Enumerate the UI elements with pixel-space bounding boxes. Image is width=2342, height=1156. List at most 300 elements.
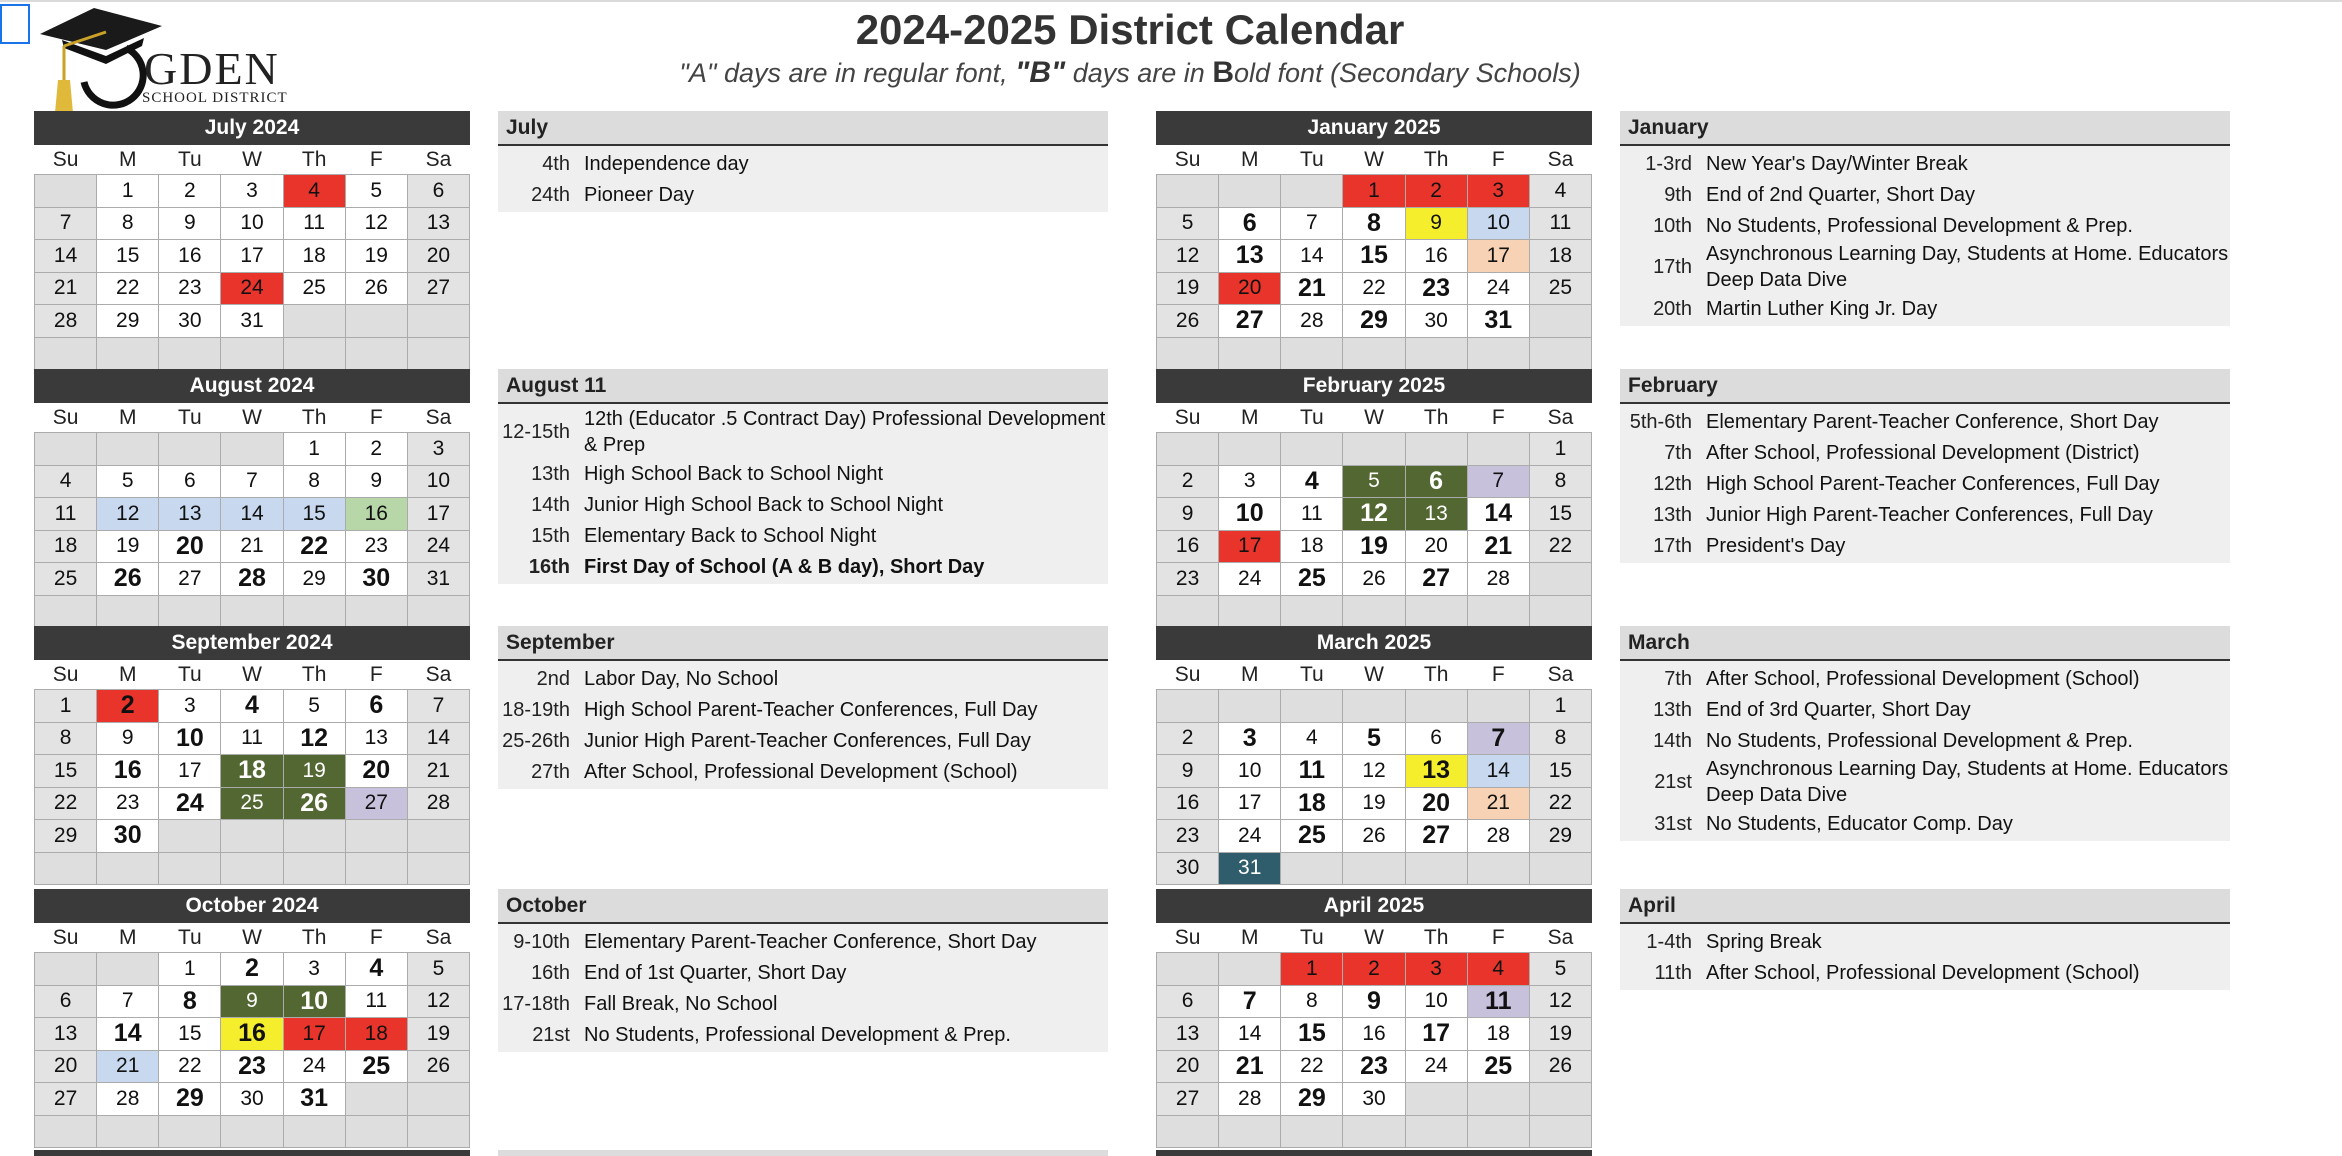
day-cell: 19 [407,1018,469,1051]
weekday-header: Tu [1281,660,1343,690]
day-cell: 5 [283,690,345,723]
day-cell: 27 [1405,820,1467,853]
empty-cell [283,852,345,885]
event-row [498,458,1108,489]
event-row [1620,756,2230,808]
day-cell: 2 [1157,465,1219,498]
event-text: 12th (Educator .5 Contract Day) Professional Development & Prep [584,408,1106,456]
event-row [1620,148,2230,179]
day-cell: 11 [35,498,97,531]
day-cell: 29 [283,563,345,596]
day-cell: 6 [1405,465,1467,498]
weekday-header: M [1219,403,1281,433]
day-cell: 10 [1467,207,1529,240]
weekday-header: F [1467,145,1529,175]
day-cell: 16 [1157,530,1219,563]
event-text: No Students, Educator Comp. Day [1706,812,2013,835]
empty-cell [1157,953,1219,986]
day-cell: 5 [1157,207,1219,240]
day-cell: 20 [345,755,407,788]
day-cell: 13 [407,207,469,240]
weekday-header: W [221,403,283,433]
day-cell: 4 [1281,722,1343,755]
day-cell: 11 [1281,498,1343,531]
day-cell: 25 [35,563,97,596]
empty-cell [221,1115,283,1148]
empty-cell [283,820,345,853]
day-cell: 31 [283,1083,345,1116]
day-cell: 25 [283,272,345,305]
day-cell: 9 [1157,498,1219,531]
empty-cell [1281,433,1343,466]
empty-cell [1529,1083,1591,1116]
day-cell: 23 [97,787,159,820]
month-grid [34,403,470,628]
empty-cell [1281,852,1343,885]
day-cell: 28 [1219,1083,1281,1116]
weekday-header: Th [283,923,345,953]
day-cell: 1 [97,175,159,208]
event-text: After School, Professional Development (District) [1706,441,2140,464]
day-cell: 28 [1467,820,1529,853]
day-cell: 10 [1219,498,1281,531]
day-cell: 21 [221,530,283,563]
day-cell: 26 [1529,1050,1591,1083]
weekday-header: Th [283,145,345,175]
event-text: Elementary Back to School Night [584,524,877,547]
day-cell: 5 [1343,722,1405,755]
day-cell: 16 [159,240,221,273]
events-list [1620,146,2230,326]
top-border [0,0,2342,2]
day-cell: 1 [1529,433,1591,466]
day-cell: 21 [1281,272,1343,305]
empty-cell [159,820,221,853]
weekday-header: Th [1405,923,1467,953]
day-cell: 8 [97,207,159,240]
day-cell: 16 [97,755,159,788]
empty-cell [159,1115,221,1148]
event-date: 16th [531,961,570,984]
weekday-header: Su [35,403,97,433]
event-date: 25-26th [502,729,570,752]
day-cell: 8 [159,985,221,1018]
day-cell: 21 [35,272,97,305]
weekday-header: Su [1157,145,1219,175]
weekday-header: F [1467,660,1529,690]
weekday-header: Tu [159,660,221,690]
event-row [1620,694,2230,725]
day-cell: 28 [97,1083,159,1116]
day-cell: 19 [283,755,345,788]
event-row [1620,468,2230,499]
event-date: 21st [532,1023,570,1046]
empty-cell [97,1115,159,1148]
day-cell: 1 [35,690,97,723]
day-cell: 6 [1219,207,1281,240]
day-cell: 27 [345,787,407,820]
day-cell: 21 [97,1050,159,1083]
logo-name: GDEN [144,43,280,94]
day-cell: 14 [97,1018,159,1051]
event-text: High School Back to School Night [584,462,884,485]
day-cell: 21 [1467,787,1529,820]
empty-cell [35,852,97,885]
day-cell: 8 [1281,985,1343,1018]
day-cell: 3 [283,953,345,986]
empty-cell [1343,595,1405,628]
empty-cell [97,337,159,370]
day-cell: 12 [1343,498,1405,531]
day-cell: 25 [1467,1050,1529,1083]
day-cell: 24 [1219,563,1281,596]
day-cell: 2 [97,690,159,723]
empty-cell [1405,690,1467,723]
day-cell: 11 [221,722,283,755]
day-cell: 15 [1281,1018,1343,1051]
event-date: 12-15th [502,421,570,443]
day-cell: 3 [1467,175,1529,208]
weekday-header: W [221,923,283,953]
day-cell: 16 [1343,1018,1405,1051]
weekday-header: Th [283,403,345,433]
day-cell: 18 [283,240,345,273]
empty-cell [345,852,407,885]
day-cell: 13 [1157,1018,1219,1051]
day-cell: 3 [407,433,469,466]
event-text: Independence day [584,152,749,175]
event-row [1620,808,2230,839]
cell-selection-indicator[interactable] [0,4,30,44]
day-cell: 14 [1467,498,1529,531]
event-date: 31st [1654,812,1692,835]
event-text: First Day of School (A & B day), Short Day [584,555,985,578]
empty-cell [1157,595,1219,628]
empty-cell [345,305,407,338]
day-cell: 25 [345,1050,407,1083]
weekday-header: Sa [1529,660,1591,690]
day-cell: 15 [283,498,345,531]
page-title: 2024-2025 District Calendar [855,6,1405,53]
day-cell: 25 [221,787,283,820]
day-cell: 9 [159,207,221,240]
event-text: After School, Professional Development (School) [584,760,1018,783]
event-row [1620,210,2230,241]
day-cell: 9 [1343,985,1405,1018]
event-row [498,694,1108,725]
month-grid [1156,403,1592,628]
day-cell: 16 [221,1018,283,1051]
day-cell: 21 [407,755,469,788]
day-cell: 30 [1343,1083,1405,1116]
event-date: 9-10th [513,930,570,953]
day-cell: 20 [407,240,469,273]
day-cell: 22 [283,530,345,563]
empty-cell [1219,690,1281,723]
empty-cell [35,433,97,466]
day-cell: 22 [1529,787,1591,820]
event-date: 4th [542,152,570,175]
event-date: 2nd [536,667,570,690]
day-cell: 19 [1529,1018,1591,1051]
day-cell: 23 [221,1050,283,1083]
weekday-header: M [97,923,159,953]
events-list [1620,924,2230,990]
day-cell: 27 [159,563,221,596]
month-title: October 2024 [34,889,470,923]
event-text: After School, Professional Development (School) [1706,961,2140,984]
events-month-title: September [498,626,1108,661]
day-cell: 27 [1405,563,1467,596]
empty-cell [35,1115,97,1148]
calendar-jan [1156,111,1592,370]
weekday-header: Th [283,660,345,690]
empty-cell [1219,953,1281,986]
day-cell: 1 [283,433,345,466]
day-cell: 22 [159,1050,221,1083]
event-text: Martin Luther King Jr. Day [1706,297,1938,320]
events-oct [498,889,1108,1052]
day-cell: 3 [159,690,221,723]
day-cell: 20 [1405,530,1467,563]
day-cell: 29 [1281,1083,1343,1116]
weekday-header: Sa [407,145,469,175]
empty-cell [1343,1115,1405,1148]
event-date: 9th [1664,183,1692,206]
subtitle-bold-letter: B [1212,56,1234,89]
day-cell: 14 [221,498,283,531]
day-cell: 22 [1343,272,1405,305]
empty-cell [221,852,283,885]
events-list [1620,404,2230,563]
day-cell: 2 [1157,722,1219,755]
day-cell: 25 [1529,272,1591,305]
day-cell: 31 [221,305,283,338]
events-list [498,404,1108,584]
event-text: End of 1st Quarter, Short Day [584,961,847,984]
empty-cell [1467,595,1529,628]
event-date: 14th [1653,729,1692,752]
month-title: September 2024 [34,626,470,660]
empty-cell [283,595,345,628]
event-date: 17th [1653,534,1692,557]
day-cell: 30 [221,1083,283,1116]
day-cell: 23 [159,272,221,305]
empty-cell [1467,852,1529,885]
day-cell: 24 [407,530,469,563]
day-cell: 28 [407,787,469,820]
day-cell: 20 [159,530,221,563]
day-cell: 18 [345,1018,407,1051]
day-cell: 23 [1405,272,1467,305]
weekday-header: Su [1157,403,1219,433]
empty-cell [97,953,159,986]
empty-cell [1405,1115,1467,1148]
logo-sub: SCHOOL DISTRICT [142,90,288,106]
next-calendar-edge-left [34,1150,470,1156]
day-cell: 24 [283,1050,345,1083]
events-list [498,924,1108,1052]
day-cell: 30 [345,563,407,596]
day-cell: 28 [35,305,97,338]
calendar-jul [34,111,470,370]
day-cell: 9 [345,465,407,498]
event-text: End of 3rd Quarter, Short Day [1706,698,1971,721]
event-date: 27th [531,760,570,783]
weekday-header: Th [1405,660,1467,690]
day-cell: 31 [1219,852,1281,885]
day-cell: 26 [345,272,407,305]
day-cell: 6 [345,690,407,723]
month-grid [34,923,470,1148]
day-cell: 11 [1467,985,1529,1018]
day-cell: 6 [1157,985,1219,1018]
empty-cell [1157,337,1219,370]
day-cell: 8 [283,465,345,498]
empty-cell [283,337,345,370]
event-text: High School Parent-Teacher Conferences, Full Day [1706,472,2160,495]
day-cell: 23 [1157,820,1219,853]
empty-cell [159,852,221,885]
event-date: 7th [1664,667,1692,690]
event-row [498,926,1108,957]
event-row [498,520,1108,551]
weekday-header: F [345,403,407,433]
events-jan [1620,111,2230,326]
day-cell: 7 [1219,985,1281,1018]
day-cell: 4 [1529,175,1591,208]
empty-cell [159,595,221,628]
weekday-header: Su [1157,660,1219,690]
day-cell: 7 [221,465,283,498]
event-date: 18-19th [502,698,570,721]
day-cell: 7 [1467,465,1529,498]
empty-cell [1219,175,1281,208]
empty-cell [1529,595,1591,628]
empty-cell [1467,690,1529,723]
weekday-header: W [1343,660,1405,690]
day-cell: 26 [1343,820,1405,853]
day-cell: 1 [1281,953,1343,986]
weekday-header: Su [35,923,97,953]
event-row [498,148,1108,179]
day-cell: 9 [1405,207,1467,240]
day-cell: 17 [407,498,469,531]
event-text: Elementary Parent-Teacher Conference, Short Day [584,930,1037,953]
day-cell: 17 [283,1018,345,1051]
empty-cell [1281,175,1343,208]
district-logo [34,4,334,126]
event-text: No Students, Professional Development & Prep. [1706,214,2133,237]
weekday-header: Th [1405,145,1467,175]
empty-cell [1219,337,1281,370]
event-row [1620,530,2230,561]
event-text: Pioneer Day [584,183,695,206]
day-cell: 14 [407,722,469,755]
day-cell: 8 [1529,465,1591,498]
empty-cell [1467,1115,1529,1148]
events-month-title: April [1620,889,2230,924]
event-row [1620,241,2230,293]
day-cell: 18 [1281,787,1343,820]
empty-cell [1405,595,1467,628]
day-cell: 1 [1343,175,1405,208]
empty-cell [221,433,283,466]
day-cell: 26 [1343,563,1405,596]
event-row [498,1019,1108,1050]
day-cell: 14 [1281,240,1343,273]
day-cell: 12 [345,207,407,240]
weekday-header: Tu [1281,923,1343,953]
subtitle-mid: days are in [1065,58,1213,88]
empty-cell [1529,305,1591,338]
month-grid [1156,923,1592,1148]
day-cell: 21 [1219,1050,1281,1083]
subtitle-post: old font (Secondary Schools) [1234,58,1581,88]
day-cell: 16 [345,498,407,531]
month-grid [1156,145,1592,370]
day-cell: 27 [407,272,469,305]
day-cell: 4 [1281,465,1343,498]
empty-cell [407,305,469,338]
empty-cell [407,820,469,853]
day-cell: 7 [1281,207,1343,240]
event-row [498,756,1108,787]
events-jul [498,111,1108,212]
day-cell: 5 [345,175,407,208]
day-cell: 4 [345,953,407,986]
empty-cell [407,1115,469,1148]
empty-cell [1467,433,1529,466]
empty-cell [35,595,97,628]
events-month-title: February [1620,369,2230,404]
event-date: 5th-6th [1629,410,1692,433]
day-cell: 30 [1405,305,1467,338]
event-text: President's Day [1706,534,1846,557]
day-cell: 13 [345,722,407,755]
empty-cell [345,1083,407,1116]
weekday-header: F [345,923,407,953]
day-cell: 6 [1405,722,1467,755]
day-cell: 22 [35,787,97,820]
day-cell: 15 [1343,240,1405,273]
day-cell: 1 [1529,690,1591,723]
day-cell: 22 [1529,530,1591,563]
day-cell: 17 [221,240,283,273]
empty-cell [407,1083,469,1116]
empty-cell [35,953,97,986]
weekday-header: Sa [407,923,469,953]
day-cell: 11 [345,985,407,1018]
day-cell: 7 [407,690,469,723]
day-cell: 23 [1343,1050,1405,1083]
day-cell: 4 [221,690,283,723]
month-grid [34,145,470,370]
event-row [498,489,1108,520]
empty-cell [1529,1115,1591,1148]
event-date: 14th [531,493,570,516]
empty-cell [1157,1115,1219,1148]
empty-cell [1529,563,1591,596]
empty-cell [1157,175,1219,208]
empty-cell [1529,337,1591,370]
empty-cell [1343,852,1405,885]
weekday-header: M [97,660,159,690]
day-cell: 14 [1219,1018,1281,1051]
day-cell: 3 [1219,465,1281,498]
day-cell: 12 [1157,240,1219,273]
day-cell: 8 [1343,207,1405,240]
